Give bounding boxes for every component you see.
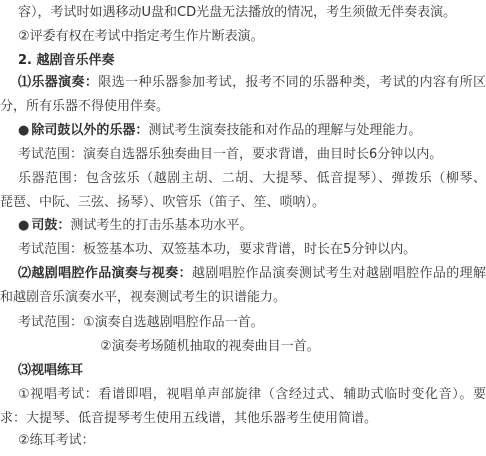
bullet-heading: 除司鼓以外的乐器：: [31, 123, 149, 138]
text-line: ②评委有权在考试中指定考生作片断表演。: [18, 29, 264, 44]
bullet-line: [18, 120, 486, 142]
text-line: ①视唱考试：看谱即唱，视唱单声部旋律（含经过式、辅助式临时变化音）。要: [18, 387, 486, 402]
bullet-text: 测试考生的打击乐基本功水平。: [70, 218, 253, 233]
subsection-heading: ⑶视唱练耳: [18, 363, 84, 378]
text-line: 容），考试时如遇移动U盘和CD光盘无法播放的情况，考生须做无伴奏表演。: [18, 5, 457, 20]
bullet-icon: ●: [18, 218, 30, 233]
paragraph-line: [18, 72, 486, 94]
section-heading: 2. 越剧音乐伴奏: [18, 53, 115, 68]
text-line: ②练耳考试：: [18, 433, 95, 448]
bullet-line: [18, 215, 486, 237]
subsection-heading: ⑴乐器演奏：: [18, 75, 99, 90]
paragraph-text: 越剧唱腔作品演奏测试考生对越剧唱腔作品的理解: [191, 266, 486, 281]
text-line: 考试范围：板签基本功、双签基本功，要求背谱，时长在5分钟以内。: [18, 242, 417, 257]
bullet-heading: 司鼓：: [31, 218, 71, 233]
text-line: 乐器范围：包含弦乐（越剧主胡、二胡、大提琴、低音提琴）、弹拨乐（柳琴、: [18, 171, 486, 186]
text-line: 琵琶、中阮、三弦、扬琴）、吹管乐（笛子、笙、唢呐）。: [0, 195, 326, 210]
text-line: 分，所有乐器不得使用伴奏。: [0, 99, 170, 114]
paragraph-text: 限选一种乐器参加考试，报考不同的乐器种类，考试的内容有所区: [98, 75, 486, 90]
text-line: ②演奏考场随机抽取的视奏曲目一首。: [100, 339, 320, 354]
text-line: 求：大提琴、低音提琴考生使用五线谱，其他乐器考生使用简谱。: [0, 411, 378, 426]
subsection-heading: ⑵越剧唱腔作品演奏与视奏：: [18, 266, 192, 281]
bullet-text: 测试考生演奏技能和对作品的理解与处理能力。: [148, 123, 422, 138]
text-line: 和越剧音乐演奏水平，视奏测试考生的识谱能力。: [0, 290, 287, 305]
text-line: 考试范围：①演奏自选越剧唱腔作品一首。: [18, 315, 264, 330]
bullet-icon: ●: [18, 123, 30, 138]
paragraph-line: [18, 263, 486, 285]
text-line: 考试范围：演奏自选器乐独奏曲目一首，要求背谱，曲目时长6分钟以内。: [18, 147, 443, 162]
